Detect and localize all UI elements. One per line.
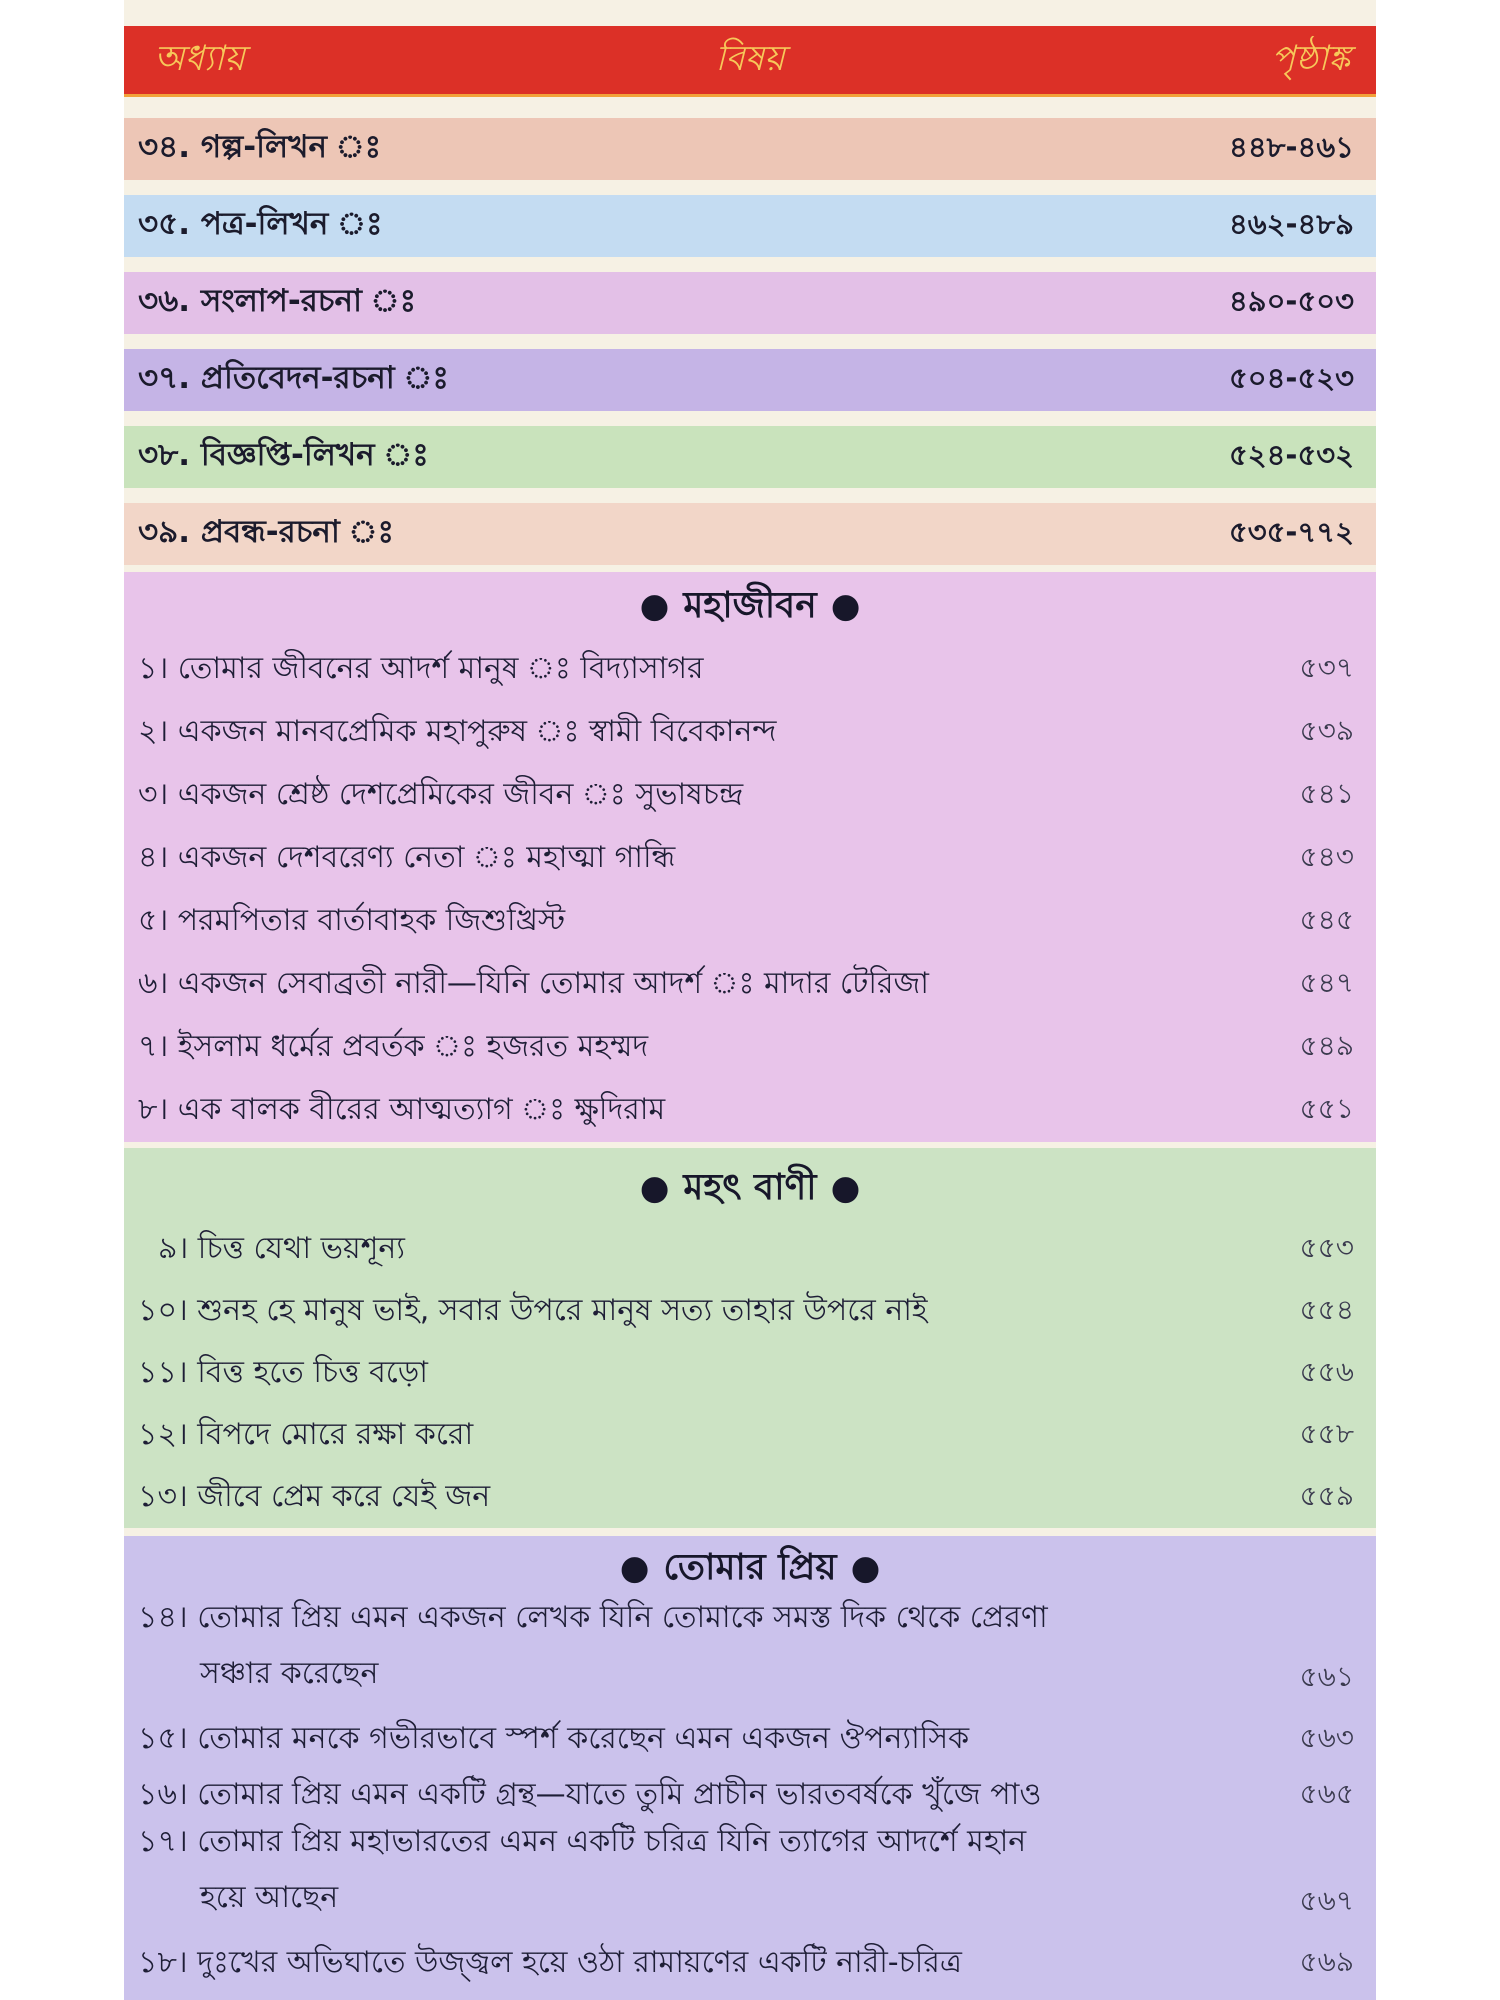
section-tomar-priyo — [124, 1536, 1376, 2000]
chapter-pages: ৫২৪-৫৩২ — [1228, 437, 1354, 472]
chapter-pages: ৫৩৫-৭৭২ — [1228, 514, 1354, 549]
chapter-row-35 — [124, 195, 1376, 257]
list-item: ১১। বিত্ত হতে চিত্ত বড়ো ৫৫৬ — [138, 1354, 1354, 1390]
list-item: ১৫। তোমার মনকে গভীরভাবে স্পর্শ করেছেন এমন একজন ঔপন্যাসিক ৫৬৩ — [138, 1720, 1354, 1756]
section-title-mahat-bani: ● মহৎ বাণী ● — [639, 1167, 861, 1208]
list-item: ১৪। তোমার প্রিয় এমন একজন লেখক যিনি তোমাকে সমস্ত দিক থেকে প্রেরণা সঞ্চার করেছেন ৫৬১ — [138, 1600, 1354, 1693]
bullet-dot-icon: ● — [850, 1548, 881, 1588]
chapter-title: ৩৭. প্রতিবেদন-রচনা ঃ — [138, 360, 449, 396]
list-item: ১৭। তোমার প্রিয় মহাভারতের এমন একটি চরিত্র যিনি ত্যাগের আদর্শে মহান হয়ে আছেন ৫৬৭ — [138, 1824, 1354, 1917]
chapter-row-38 — [124, 426, 1376, 488]
list-item: ২। একজন মানবপ্রেমিক মহাপুরুষ ঃ স্বামী বিবেকানন্দ ৫৩৯ — [138, 713, 1354, 749]
toc-header — [124, 26, 1376, 97]
chapter-title: ৩৪. গল্প-লিখন ঃ — [138, 129, 382, 165]
section-mahajibon — [124, 572, 1376, 1142]
chapter-row-37 — [124, 349, 1376, 411]
chapter-row-36 — [124, 272, 1376, 334]
chapter-pages: ৫০৪-৫২৩ — [1228, 360, 1354, 395]
list-item: ১০। শুনহ হে মানুষ ভাই, সবার উপরে মানুষ সত্য তাহার উপরে নাই ৫৫৪ — [138, 1292, 1354, 1328]
section-mahat-bani — [124, 1148, 1376, 1528]
list-item: ৬। একজন সেবাব্রতী নারী—যিনি তোমার আদর্শ ঃ মাদার টেরিজা ৫৪৭ — [138, 965, 1354, 1001]
bullet-dot-icon: ● — [830, 586, 861, 626]
chapter-pages: ৪৬২-৪৮৯ — [1228, 206, 1354, 241]
subject-column-label: বিষয় — [715, 39, 785, 79]
bullet-dot-icon: ● — [639, 1168, 670, 1208]
chapter-row-39 — [124, 503, 1376, 565]
page-column-label: পৃষ্ঠাঙ্ক — [1271, 39, 1350, 79]
bullet-dot-icon: ● — [830, 1168, 861, 1208]
chapter-title: ৩৮. বিজ্ঞপ্তি-লিখন ঃ — [138, 437, 429, 473]
list-item: ৮। এক বালক বীরের আত্মত্যাগ ঃ ক্ষুদিরাম ৫৫১ — [138, 1091, 1354, 1127]
list-item: ১। তোমার জীবনের আদর্শ মানুষ ঃ বিদ্যাসাগর ৫৩৭ — [138, 650, 1354, 686]
chapter-title: ৩৬. সংলাপ-রচনা ঃ — [138, 283, 417, 319]
list-item: ৭। ইসলাম ধর্মের প্রবর্তক ঃ হজরত মহম্মদ ৫৪৯ — [138, 1028, 1354, 1064]
list-item: ১২। বিপদে মোরে রক্ষা করো ৫৫৮ — [138, 1416, 1354, 1452]
list-item: ১৬। তোমার প্রিয় এমন একটি গ্রন্থ—যাতে তুমি প্রাচীন ভারতবর্ষকে খুঁজে পাও ৫৬৫ — [138, 1776, 1354, 1812]
list-item: ১৮। দুঃখের অভিঘাতে উজ্জ্বল হয়ে ওঠা রামায়ণের একটি নারী-চরিত্র ৫৬৯ — [138, 1944, 1354, 1980]
bullet-dot-icon: ● — [619, 1548, 650, 1588]
chapter-row-34 — [124, 118, 1376, 180]
list-item: ৫। পরমপিতার বার্তাবাহক জিশুখ্রিস্ট ৫৪৫ — [138, 902, 1354, 938]
list-item: ৪। একজন দেশবরেণ্য নেতা ঃ মহাত্মা গান্ধি ৫৪৩ — [138, 839, 1354, 875]
section-title-mahajibon: ● মহাজীবন ● — [639, 585, 861, 626]
chapter-title: ৩৯. প্রবন্ধ-রচনা ঃ — [138, 514, 395, 550]
chapter-title: ৩৫. পত্র-লিখন ঃ — [138, 206, 383, 242]
list-item: ৯। চিত্ত যেথা ভয়শূন্য ৫৫৩ — [158, 1230, 1354, 1266]
list-item: ৩। একজন শ্রেষ্ঠ দেশপ্রেমিকের জীবন ঃ সুভাষচন্দ্র ৫৪১ — [138, 776, 1354, 812]
chapter-pages: ৪৪৮-৪৬১ — [1229, 129, 1354, 164]
chapter-column-label: অধ্যায় — [154, 39, 245, 79]
bullet-dot-icon: ● — [639, 586, 670, 626]
chapter-pages: ৪৯০-৫০৩ — [1228, 283, 1354, 318]
toc-page — [124, 0, 1376, 2000]
section-title-tomar-priyo: ● তোমার প্রিয় ● — [619, 1547, 881, 1588]
list-item: ১৩। জীবে প্রেম করে যেই জন ৫৫৯ — [138, 1478, 1354, 1514]
